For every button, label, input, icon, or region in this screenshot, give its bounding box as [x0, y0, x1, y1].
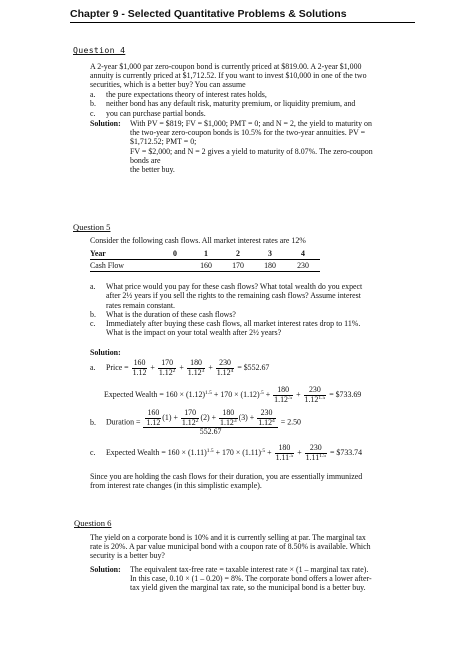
exponent: 3 [233, 417, 237, 424]
cash-flow-table [90, 248, 320, 272]
q4-intro-line: securities, which is a better buy? You can assume [90, 80, 246, 90]
question-6-heading: Question 6 [74, 518, 112, 528]
table-cell: Cash Flow [90, 260, 160, 272]
fraction [145, 409, 161, 427]
exponent: 4 [272, 417, 275, 424]
solution-line: tax yield given the marginal tax rate, so the municipal bond is a better buy. [130, 583, 366, 593]
duration-fraction [143, 409, 277, 437]
exponent: .5 [259, 389, 264, 396]
den-base: 1.12 [216, 367, 231, 377]
page-header: Chapter 9 - Selected Quantitative Problems & Solutions [70, 8, 415, 23]
ewc-mid: + 170 × (1.11) [213, 447, 262, 457]
q6-intro-line: security is a better buy? [90, 551, 165, 561]
duration-result: = 2.50 [280, 417, 301, 427]
multiplier: (1) [162, 412, 172, 422]
exponent: .5 [287, 394, 293, 401]
ewc-lhs: = 160 × (1.11) [161, 447, 207, 457]
item-letter: c. [90, 108, 96, 118]
table-header: 3 [254, 248, 286, 260]
den-base: 1.12 [187, 367, 202, 377]
numerator: 160 [133, 358, 146, 367]
expected-wealth-11-equation: c. Expected Wealth = $160 \times (1.11)^{1.5} + 170 \times (1.11)^{.5}$ + $\frac{180}{1.11^{.5}}$ + $\frac{230}{1.11^{1.5}}$ = $733.74 [90, 443, 363, 462]
denominator [219, 419, 238, 428]
solution-line: In this case, 0.10 × (1 – 0.20) = 8%. The corporate bond offers a lower after- [130, 574, 372, 584]
table-cell: 160 [190, 260, 222, 272]
table-cell: 230 [286, 260, 320, 272]
den-base: 1.11 [275, 452, 290, 462]
den-base: 1.12 [158, 367, 173, 377]
question-4-heading: Question 4 [73, 45, 126, 55]
denominator [304, 396, 327, 405]
denominator [257, 419, 276, 428]
table-header-row [90, 248, 320, 260]
item-text: rates remain constant. [106, 300, 176, 310]
den-base: 1.12 [181, 417, 196, 427]
denominator [145, 419, 161, 428]
item-letter: a. [90, 282, 96, 291]
table-cell: 170 [222, 260, 254, 272]
denominator [181, 419, 200, 428]
den-base: 1.12 [220, 417, 234, 427]
part-label: b. [90, 417, 96, 427]
closing-line: Since you are holding the cash flows for their duration, you are essentially immunized [90, 472, 363, 481]
solution-body [130, 119, 373, 174]
q4-assumptions [90, 90, 355, 118]
numerator: 180 [219, 409, 238, 419]
solution-line: the two-year zero-coupon bonds is 10.5% for the two-year annuities. PV = [130, 128, 366, 138]
exponent: 1.5 [319, 452, 327, 459]
fraction [216, 359, 235, 377]
closing-line: from interest rate changes (in this simplistic example). [90, 481, 262, 491]
table-header: 4 [286, 248, 320, 260]
denominator [132, 369, 148, 378]
den-base: 1.12 [132, 367, 147, 377]
den-base: 1.12 [146, 417, 161, 427]
item-letter: c. [90, 319, 96, 329]
numerator: 180 [275, 444, 295, 454]
q4-intro-line: annuity is currently priced at $1,712.52. If you want to invest $10,000 in one of the two [90, 71, 367, 81]
part-label: a. [90, 362, 96, 372]
item-text: neither bond has any default risk, maturity premium, or liquidity premium, and [106, 99, 356, 109]
item-text: What is the duration of these cash flows? [106, 309, 236, 319]
numerator: 180 [187, 359, 206, 369]
q6-solution [90, 565, 440, 595]
solution-line: bonds are [130, 155, 161, 165]
table-cell: 180 [254, 260, 286, 272]
ew-plus: + [263, 389, 271, 399]
exponent: 1.5 [318, 394, 326, 401]
exponent: 2 [172, 367, 176, 374]
denominator [158, 369, 177, 378]
item-letter: b. [90, 309, 96, 319]
fraction [132, 359, 148, 377]
numerator: 230 [216, 359, 235, 369]
list-item [90, 99, 355, 108]
solution-line: FV = $2,000; and N = 2 gives a yield to maturity of 8.07%. The zero-coupon [130, 146, 373, 156]
numerator: 170 [158, 359, 177, 369]
ewc-label: Expected Wealth [105, 447, 160, 457]
exponent: 4 [230, 367, 234, 374]
ew-mid: + 170 × (1.12) [211, 389, 260, 399]
q5-questions [90, 282, 362, 338]
fraction [273, 386, 293, 404]
fraction [187, 359, 206, 377]
q4-intro-line: A 2-year $1,000 par zero-coupon bond is currently priced at $819.00. A 2-year $1,000 [90, 62, 362, 71]
ew-lhs: = 160 × (1.12) [159, 389, 206, 399]
numerator: 230 [257, 409, 276, 419]
fraction [275, 444, 295, 462]
ewc-plus: + [265, 447, 272, 457]
fraction [257, 409, 276, 427]
q4-intro [90, 62, 367, 90]
numerator: 170 [181, 409, 200, 419]
den-base: 1.12 [304, 394, 319, 404]
table-row [90, 260, 320, 272]
q5-closing [90, 472, 362, 490]
fraction [304, 386, 327, 404]
list-item [90, 109, 355, 118]
duration-equation: b. Duration = $\frac{160}{1.12}$ (1) + $\frac{170}{1.12^2}$ (2) + $\frac{180}{1.12^3}$ (3) + $\frac{230}{1.12^4}$ 552.67 = 2.50 [90, 408, 301, 436]
item-letter: b. [90, 99, 96, 109]
table-header: 0 [160, 248, 190, 260]
item-text: Immediately after buying these cash flows, all market interest rates drop to 11%. [106, 319, 361, 329]
exponent: 1.5 [205, 389, 212, 396]
denominator [187, 369, 206, 378]
expected-wealth-equation: Expected Wealth = $160 \times (1.12)^{1.5} + 170 \times (1.12)^{.5}$ + $\frac{180}{1.12^{.5}}$ + $\frac{230}{1.12^{1.5}}$ = $733.69 [104, 385, 362, 404]
solution-line: the better buy. [130, 165, 175, 175]
table-header: 1 [190, 248, 222, 260]
fraction [219, 409, 238, 427]
denominator [273, 396, 293, 405]
den-base: 1.12 [274, 394, 288, 404]
denominator [216, 369, 235, 378]
solution-line: With PV = $819; FV = $1,000; PMT = 0; and N = 2, the yield to maturity on [130, 119, 372, 128]
denominator [275, 454, 295, 463]
item-text: What is the impact on your total wealth after 2½ years? [106, 328, 282, 338]
duration-numerator: $\frac{160}{1.12}$ (1) + $\frac{170}{1.12^2}$ (2) + $\frac{180}{1.12^3}$ (3) + $\frac{230}{1.12^4}$ [143, 409, 277, 428]
solution-body [130, 565, 372, 593]
list-item [90, 282, 362, 291]
table-header: 2 [222, 248, 254, 260]
ew-label: Expected Wealth [104, 389, 158, 399]
solution-line: $1,712.52; PMT = 0; [130, 137, 197, 147]
price-word: Price [105, 362, 123, 372]
numerator: 160 [147, 408, 160, 417]
price-result: = $552.67 [237, 362, 270, 372]
den-base: 1.12 [258, 417, 273, 427]
q4-solution [90, 119, 430, 179]
item-text: the pure expectations theory of interest rates holds, [106, 90, 267, 99]
solution-label: Solution: [90, 119, 121, 128]
list-item [90, 310, 362, 319]
item-text: after 2½ years if you sell the rights to the remaining cash flows? Assume interest [106, 291, 361, 301]
part-label: c. [90, 447, 96, 457]
item-text: What price would you pay for these cash flows? What total wealth do you expect [106, 282, 363, 291]
exponent: .5 [261, 447, 266, 454]
q6-intro-line: rate is 20%. A par value municipal bond with a coupon rate of 8.50% is available. Which [90, 542, 371, 552]
list-item [90, 90, 355, 99]
question-5-heading: Question 5 [73, 222, 111, 232]
exponent: 2 [195, 417, 199, 424]
ewc-result: = $733.74 [330, 447, 363, 457]
table-cell [160, 260, 190, 272]
den-base: 1.11 [305, 452, 320, 462]
exponent: .5 [289, 452, 294, 459]
q5-intro: Consider the following cash flows. All market interest rates are 12% [90, 236, 306, 245]
q6-intro-line: The yield on a corporate bond is 10% and it is currently selling at par. The marginal tax [90, 533, 366, 542]
fraction [305, 444, 327, 462]
item-letter: a. [90, 90, 96, 99]
fraction [158, 359, 177, 377]
exponent: 1.5 [206, 447, 214, 454]
price-equation: a. Price = $\frac{160}{1.12}$ + $\frac{170}{1.12^2}$ + $\frac{180}{1.12^3}$ + $\frac{230}{1.12^4}$ = $552.67 [90, 358, 270, 377]
duration-word: Duration [105, 417, 135, 427]
fraction [181, 409, 200, 427]
q6-intro [90, 533, 371, 561]
list-item [90, 319, 362, 328]
q5-solution-label: Solution: [90, 348, 121, 357]
solution-label: Solution: [90, 565, 121, 574]
multiplier: (2) [200, 412, 210, 422]
table-header: Year [90, 248, 160, 260]
numerator: 230 [305, 444, 327, 454]
denominator [305, 454, 327, 463]
item-text: you can purchase partial bonds. [106, 108, 206, 118]
exponent: 3 [201, 367, 205, 374]
multiplier: (3) [238, 412, 248, 422]
duration-denominator: 552.67 [199, 427, 222, 436]
ew-result: = $733.69 [329, 389, 362, 399]
solution-line: The equivalent tax-free rate = taxable interest rate × (1 – marginal tax rate). [130, 565, 369, 574]
numerator: 230 [304, 386, 327, 396]
numerator: 180 [273, 386, 293, 396]
